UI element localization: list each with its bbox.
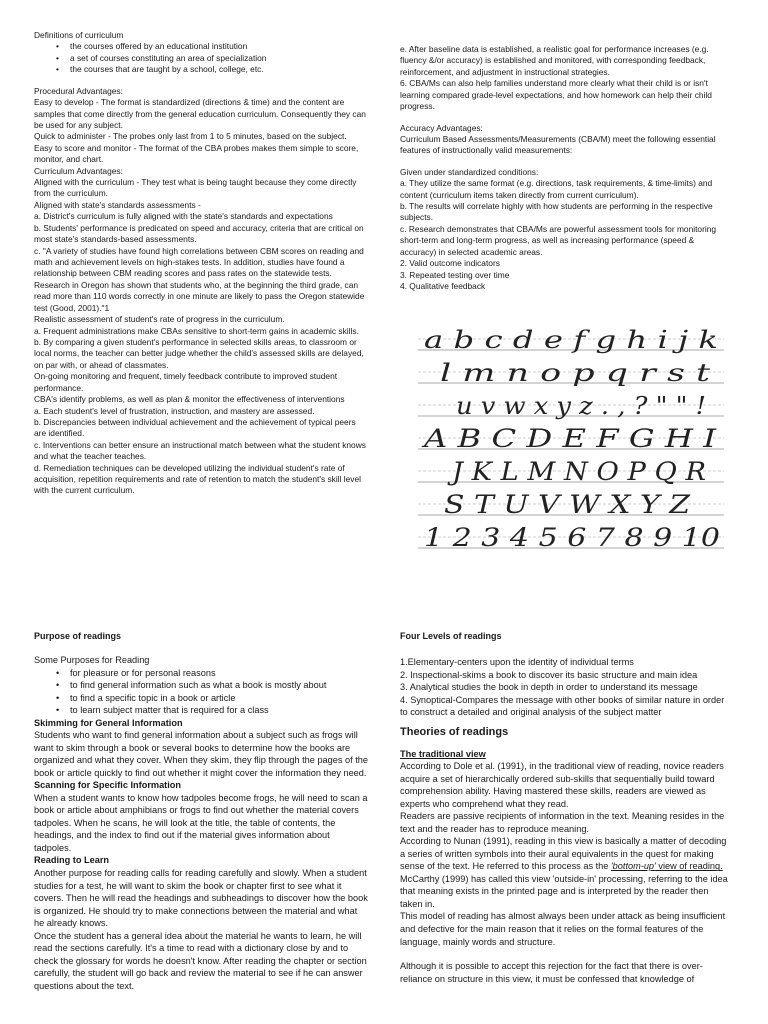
paragraph: This model of reading has almost always been under attack as being insufficient and defective for the main reason that it relies on the formal features of the language, mainly words and structure. [400,911,726,947]
text-run: view of reading. [655,861,723,872]
paragraph: McCarthy (1999) has called this view 'outside-in' processing, referring to the idea that meaning exists in the printed page and is interpreted by the reader then taken in. [400,873,728,909]
paragraph: d. Remediation techniques can be developed utilizing the individual student's rate of acquisition, repetition requirements and rate of retention to match the student's skill level with the current curriculum. [34,462,362,496]
subheading: The traditional view [400,748,486,759]
cursive-row: J K L M N O P Q R [446,457,706,486]
given-title: Given under standardized conditions: [400,166,539,177]
paragraph: b. By comparing a given student's performance in selected skills areas, to classroom or local norms, the teacher can better judge whether the child's assessed skills are delayed, on par with, or ahead of classmates. [34,336,364,370]
cursive-row: a b c d e f g h i j k [424,326,718,354]
definition-item: • the courses that are taught by a school, college, etc. [34,64,366,75]
paragraph: a. Each student's level of frustration, instruction, and mastery are assessed. [34,405,315,416]
purpose-item: • for pleasure or for personal reasons [34,667,369,680]
cursive-row: A B C D E F G H I [421,424,718,453]
paragraph: Readers are passive recipients of information in the text. Meaning resides in the text and the reader has to reproduce meaning. [400,811,725,834]
paragraph: Students who want to find general information about a subject such as frogs will want to skim through a book or several books to determine how the books are organized and what they cover. When they skim, they flip through the pages of the book or article quickly to find out whether it might cover the information they need. [34,730,369,778]
numbered-item: 3. Repeated testing over time [400,269,510,280]
page2-left-column [34,630,369,1022]
paragraph: Although it is possible to accept this rejection for the fact that there is over-reliance on structure in this view, it must be confessed that knowledge of [400,961,703,984]
definition-item: • the courses offered by an educational institution [34,41,366,52]
accuracy-intro: Curriculum Based Assessments/Measurements (CBA/M) meet the following essential features of instructionally valid measurements: [400,133,716,156]
subheading: Skimming for General Information [34,717,183,728]
level-item: 3. Analytical studies the book in depth in order to understand its message [400,682,698,693]
cursive-row: 1 2 3 4 5 6 7 8 9 10 [424,523,721,552]
purpose-item: • to find a specific topic in a book or article [34,692,369,705]
some-purposes-label: Some Purposes for Reading [34,655,150,666]
paragraph: On-going monitoring and frequent, timely feedback contribute to improved student performance. [34,371,338,393]
cursive-row: u v w x y z . , ? " " ! [456,392,706,420]
subheading: Scanning for Specific Information [34,780,182,791]
theories-title: Theories of readings [400,725,509,738]
paragraph: b. Discrepancies between individual achievement and the achievement of typical peers are identified. [34,416,356,439]
section-title: Purpose of readings [34,631,122,641]
page2-right-column [400,630,732,1022]
purpose-item: • to learn subject matter that is required for a class [34,704,369,717]
paragraph: When a student wants to know how tadpoles become frogs, he will need to scan a book or article about amphibians or frogs to find out whether the material covers tadpoles. When he scans, he will look at the title, the table of contents, the headings, and the index to find out if the material gives information about tadpoles. [34,792,368,853]
paragraph: Once the student has a general idea about the material he wants to learn, he will read the sections carefully. It's a time to read with a dictionary close by and to check the glossary for words he doesn't know. After reading the chapter or section carefully, the student will go back and review the material to see if he can answer questions about the text. [34,930,367,991]
given-item: c. Research demonstrates that CBA/Ms are powerful assessment tools for monitoring short-term and long-term progress, as well as increasing performance (speed & accuracy) in selected academic areas. [400,223,717,257]
level-item: 2. Inspectional-skims a book to discover its basic structure and main idea [400,669,698,680]
cursive-alphabet-chart [418,320,724,552]
page1-left-column [34,30,366,560]
purpose-item: • to find general information such as what a book is mostly about [34,679,369,692]
definitions-title: Definitions of curriculum [34,30,124,40]
paragraph: b. Students' performance is predicated on speed and accuracy, criteria that are critical on most state's standards-based assessments. [34,222,364,245]
paragraph: 6. CBA/Ms can also help families understand more clearly what their child is or isn't learning compared grade-level expectations, and how homework can help their child progress. [400,78,712,112]
subheading: Reading to Learn [34,855,110,866]
section-title: Four Levels of readings [400,631,502,641]
paragraph: e. After baseline data is established, a realistic goal for performance increases (e.g. fluency &/or accuracy) is established and monitored, with corresponding feedback, reinforcement, and adjustment in instructional strategies. [400,44,709,77]
paragraph: CBA's identify problems, as well as plan & monitor the effectiveness of interventions [34,394,345,405]
paragraph: Curriculum Advantages: [34,165,123,176]
paragraph: c. Interventions can better ensure an instructional match between what the student knows and what the teacher teaches. [34,439,366,462]
page1-right-column [400,44,730,312]
paragraph: a. Frequent administrations make CBAs sensitive to short-term gains in academic skills. [34,325,359,336]
paragraph [400,835,732,873]
numbered-item: 4. Qualitative feedback [400,281,486,292]
paragraph: a. District's curriculum is fully aligned with the state's standards and expectations [34,211,333,222]
accuracy-title: Accuracy Advantages: [400,122,483,133]
paragraph: Realistic assessment of student's rate of progress in the curriculum. [34,314,285,325]
given-item: b. The results will correlate highly with how students are performing in the respective subjects. [400,201,713,223]
procedural-title: Procedural Advantages: [34,85,123,96]
paragraph: Another purpose for reading calls for reading carefully and slowly. When a student studies for a test, he will want to skim the book or chapter first to see what it covers. Then he will read the headings and subheadings to discover how the book is organized. He should try to make connections between the material and what he already knows. [34,868,368,929]
paragraph: Easy to score and monitor - The format of the CBA probes makes them simple to score, monitor, and chart. [34,142,359,165]
paragraph: Easy to develop - The format is standardized (directions & time) and the content are samples that come directly from the general education curriculum. Consequently they can be used for any subject. [34,97,366,130]
level-item: 4. Synoptical-Compares the message with other books of similar nature in order to construct a detailed and original analysis of the subject matter [400,694,725,718]
numbered-item: 2. Valid outcome indicators [400,258,500,269]
paragraph: Aligned with state's standards assessments - [34,199,201,210]
cursive-row: l m n o p q r s t [440,359,711,387]
paragraph: Quick to administer - The probes only last from 1 to 5 minutes, based on the subject. [34,131,347,142]
level-item: 1.Elementary-centers upon the identity of individual terms [400,657,634,668]
paragraph: Aligned with the curriculum - They test what is being taught because they come directly from the curriculum. [34,177,357,199]
paragraph: According to Dole et al. (1991), in the traditional view of reading, novice readers acquire a set of hierarchically ordered sub-skills that sequentially build toward comprehension ability. Having mastered these skills, readers are viewed as experts who comprehend what they read. [400,761,724,809]
paragraph: c. "A variety of studies have found high correlations between CBM scores on reading and math and achievement levels on high-stakes tests. In addition, studies have found a relationship between CBM reading scores and pass rates on the statewide tests. Research in Oregon has shown that students who, at the beginning the third grade, can read more than 110 words correctly in one minute are likely to pass the Oregon statewide test (Good, 2001)."1 [34,245,365,313]
text-run: According to Nunan (1991), reading in this view is basically a matter of decoding a series of written symbols into their aural equivalents in the quest for making sense of the text. He referred to this process as the [400,836,727,872]
cursive-row: S T U V W X Y Z [444,490,691,519]
given-item: a. They utilize the same format (e.g. directions, task requirements, & time-limits) and content (curriculum items taken directly from current curriculum). [400,178,713,200]
bottom-up-term: 'bottom-up' [610,861,656,872]
definition-item: • a set of courses constituting an area of specialization [34,53,366,64]
